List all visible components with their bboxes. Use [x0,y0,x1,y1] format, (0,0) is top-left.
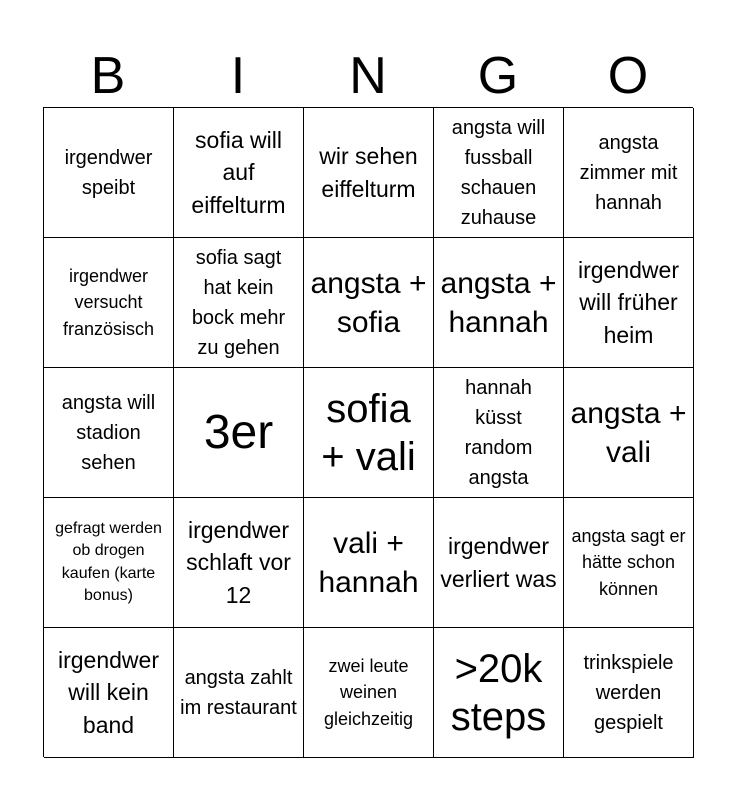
bingo-cell[interactable]: >20k steps [434,628,564,758]
bingo-cell[interactable]: angsta + sofia [304,238,434,368]
bingo-cell[interactable]: wir sehen eiffelturm [304,108,434,238]
bingo-cell[interactable]: irgendwer will kein band [44,628,174,758]
bingo-cell[interactable]: angsta will stadion sehen [44,368,174,498]
bingo-cell[interactable]: angsta zimmer mit hannah [564,108,694,238]
bingo-cell[interactable]: zwei leute weinen gleichzeitig [304,628,434,758]
bingo-header [43,44,693,108]
bingo-cell[interactable]: irgendwer versucht französisch [44,238,174,368]
bingo-cell[interactable]: irgendwer schlaft vor 12 [174,498,304,628]
bingo-cell[interactable]: vali + hannah [304,498,434,628]
bingo-cell[interactable]: irgendwer verliert was [434,498,564,628]
bingo-cell[interactable]: angsta + vali [564,368,694,498]
bingo-grid [43,107,693,757]
bingo-cell[interactable]: sofia + vali [304,368,434,498]
header-letter-n: N [349,47,387,105]
bingo-cell[interactable]: angsta will fussball schauen zuhause [434,108,564,238]
bingo-cell[interactable]: trinkspiele werden gespielt [564,628,694,758]
header-letter-o: O [607,47,649,105]
bingo-cell[interactable]: sofia sagt hat kein bock mehr zu gehen [174,238,304,368]
bingo-cell[interactable]: angsta zahlt im restaurant [174,628,304,758]
bingo-cell[interactable]: irgendwer will früher heim [564,238,694,368]
bingo-cell[interactable]: angsta sagt er hätte schon können [564,498,694,628]
bingo-cell[interactable]: sofia will auf eiffelturm [174,108,304,238]
bingo-cell[interactable]: irgendwer speibt [44,108,174,238]
bingo-cell[interactable]: angsta + hannah [434,238,564,368]
header-letter-i: I [230,47,246,105]
bingo-cell[interactable]: hannah küsst random angsta [434,368,564,498]
header-letter-g: G [477,47,519,105]
bingo-cell[interactable]: 3er [174,368,304,498]
bingo-cell[interactable]: gefragt werden ob drogen kaufen (karte bonus) [44,498,174,628]
header-letter-b: B [90,47,126,105]
